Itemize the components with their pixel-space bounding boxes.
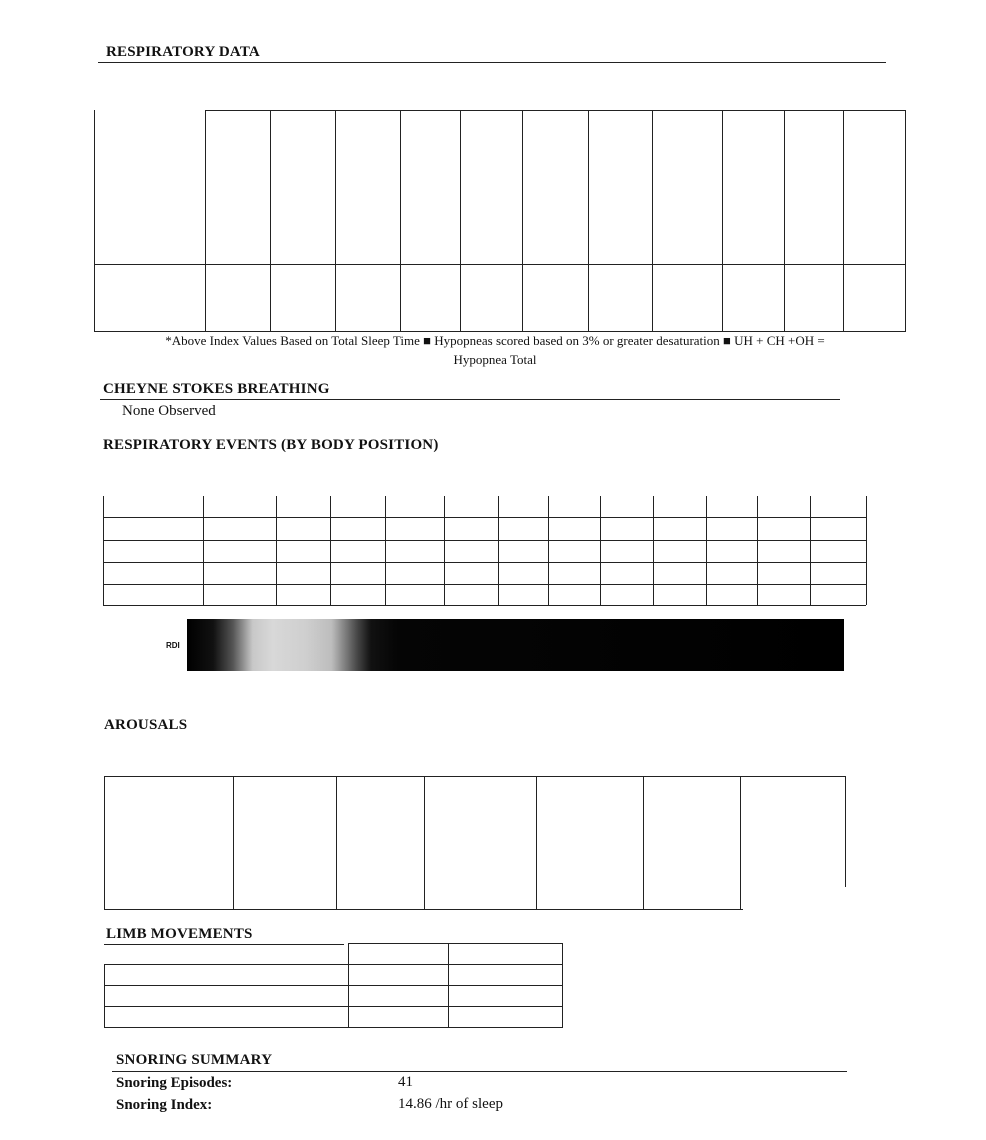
- limb-row-divider: [104, 1006, 562, 1007]
- limb-left-border: [104, 964, 105, 1028]
- limb-header-top: [348, 943, 562, 944]
- snoring-summary-title: SNORING SUMMARY: [116, 1052, 273, 1068]
- position-events-title: RESPIRATORY EVENTS (BY BODY POSITION): [103, 437, 439, 453]
- limb-movements-title: LIMB MOVEMENTS: [106, 926, 253, 942]
- arousals-title: AROUSALS: [104, 717, 188, 733]
- rdi-bar-label: RDI: [166, 641, 180, 650]
- snoring-index-value: 14.86 /hr of sleep: [398, 1096, 503, 1112]
- respiratory-footnote-line2: Hypopnea Total: [453, 352, 537, 367]
- limb-bottom-border: [104, 1027, 562, 1028]
- limb-row-divider: [104, 985, 562, 986]
- limb-col-border: [448, 943, 449, 1028]
- snoring-index-label: Snoring Index:: [116, 1097, 213, 1113]
- snoring-episodes-value: 41: [398, 1074, 413, 1090]
- limb-col-border: [562, 943, 563, 1028]
- snoring-episodes-label: Snoring Episodes:: [116, 1075, 233, 1091]
- limb-col-border: [348, 943, 349, 1028]
- respiratory-data-title: RESPIRATORY DATA: [106, 44, 260, 60]
- cheyne-stokes-text: None Observed: [122, 403, 216, 419]
- respiratory-footnote-line1: *Above Index Values Based on Total Sleep Time ■ Hypopneas scored based on 3% or greater desaturation ■ UH + CH +OH =: [165, 333, 825, 348]
- snoring-summary-rule: [112, 1071, 847, 1072]
- limb-header-line: [104, 964, 562, 965]
- cheyne-stokes-title: CHEYNE STOKES BREATHING: [103, 381, 330, 397]
